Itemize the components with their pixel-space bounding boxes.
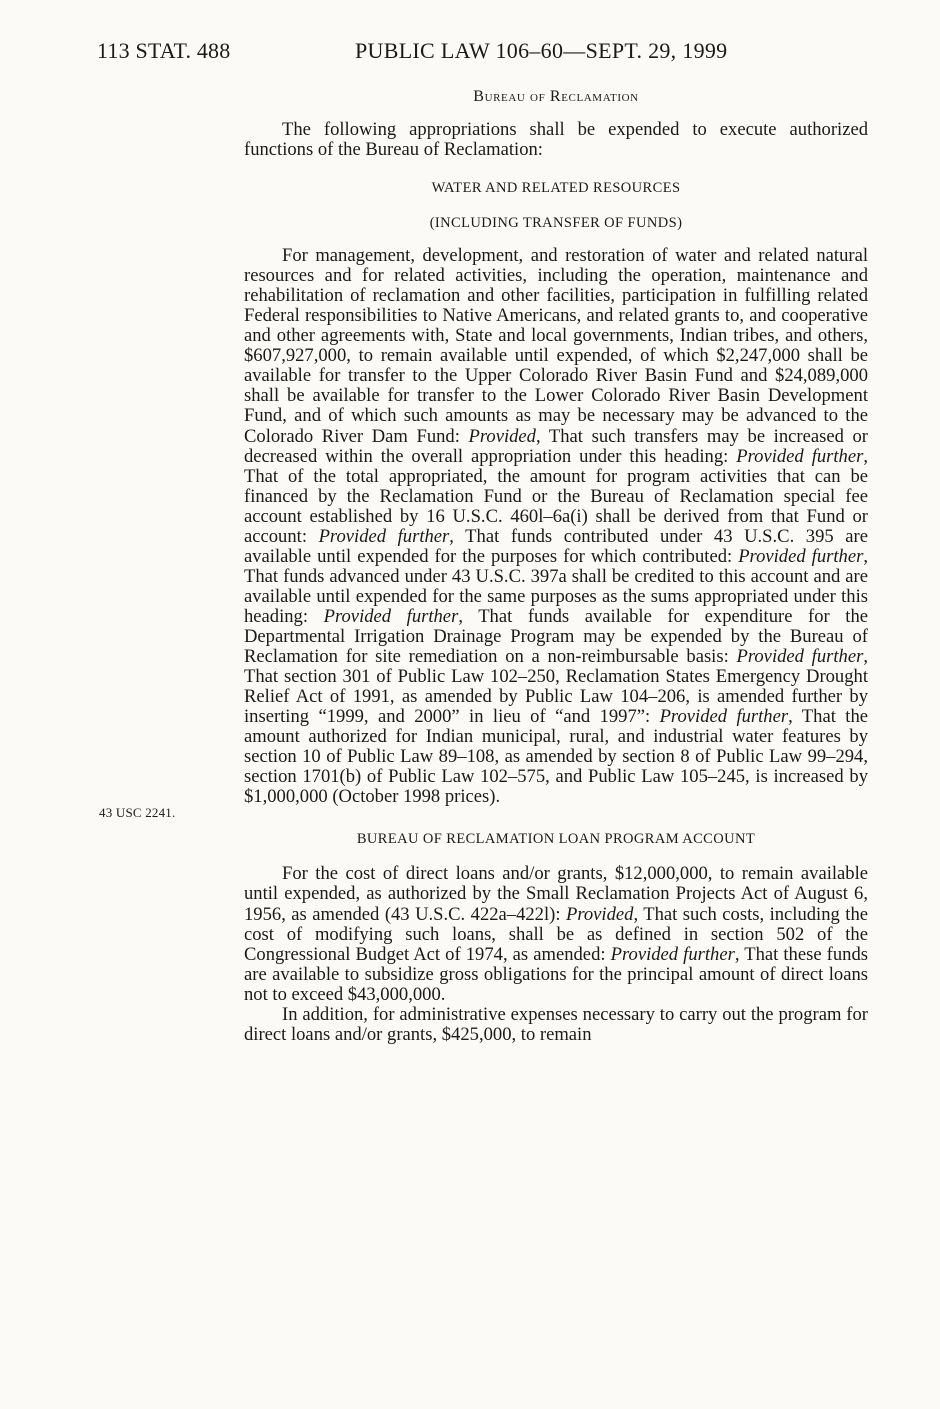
water-text-5: , That funds advanced under 43 U.S.C. 397a shall be credited to this account and are available until expended for the same purposes as the sums appropriated under this heading: (244, 545, 868, 627)
section-title: Bureau of Reclamation (473, 88, 639, 105)
proviso: Provided further (736, 646, 864, 668)
body-column (244, 88, 868, 1045)
page-header (0, 38, 940, 70)
loan-text-3: , That these funds are available to subsidize gross obligations for the principal amount of direct loans not to exceed $43,000,000. (244, 943, 868, 1005)
loan-paragraph (244, 864, 868, 1004)
loan-heading: BUREAU OF RECLAMATION LOAN PROGRAM ACCOUNT (356, 831, 756, 848)
intro-paragraph: The following appropriations shall be expended to execute authorized functions of the Bureau of Reclamation: (244, 119, 868, 161)
water-text-4: , That funds contributed under 43 U.S.C. 395 are available until expended for the purposes for which contributed: (244, 525, 868, 567)
water-heading: WATER AND RELATED RESOURCES (431, 180, 681, 197)
water-text-2: , That such transfers may be increased or decreased within the overall appropriation under this heading: (244, 425, 868, 467)
margin-note: 43 USC 2241. (99, 805, 176, 820)
proviso: Provided further (736, 445, 864, 467)
water-text-6: , That funds available for expenditure for the Departmental Irrigation Drainage Program may be expended by the Bureau of Reclamation for site remediation on a non-reimbursable basis: (244, 605, 868, 668)
proviso: Provided further (323, 605, 459, 627)
water-text-7: , That section 301 of Public Law 102–250, Reclamation States Emergency Drought Relief Act of 1991, as amended by Public Law 104–206, is amended further by inserting “1999, and 2000” in lieu of “and 1997”: (244, 646, 868, 728)
public-law-title: PUBLIC LAW 106–60—SEPT. 29, 1999 (355, 38, 728, 63)
loan-admin-paragraph: In addition, for administrative expenses necessary to carry out the program for direct loans and/or grants, $425,000, to remain (244, 1003, 868, 1045)
water-text-3: , That of the total appropriated, the amount for program activities that can be financed by the Reclamation Fund or the Bureau of Reclamation special fee account established by 16 U.S.C. 460l–6a(i) shall be derived from that Fund or account: (244, 445, 869, 547)
proviso: Provided further (659, 706, 789, 728)
proviso: Provided (565, 903, 634, 925)
proviso: Provided further (738, 545, 864, 567)
water-subheading: (INCLUDING TRANSFER OF FUNDS) (429, 215, 683, 232)
water-paragraph (244, 246, 868, 807)
proviso: Provided further (610, 943, 735, 965)
stat-page-number: 113 STAT. 488 (97, 38, 231, 63)
proviso: Provided further (318, 525, 450, 547)
water-text-8: , That the amount authorized for Indian municipal, rural, and industrial water features by section 10 of Public Law 89–108, as amended by section 8 of Public Law 99–294, section 1701(b) of Public Law 102–575, and Public Law 105–245, is increased by $1,000,000 (October 1998 prices). (244, 706, 868, 808)
water-text-1: For management, development, and restoration of water and related natural resources and for related activities, including the operation, maintenance and rehabilitation of reclamation and other facilities, participation in fulfilling related Federal responsibilities to Native Americans, and related grants to, and cooperative and other agreements with, State and local governments, Indian tribes, and others, $607,927,000, to remain available until expended, of which $2,247,000 shall be available for transfer to the Upper Colorado River Basin Fund and $24,089,000 shall be available for transfer to the Lower Colorado River Basin Development Fund, and of which such amounts as may be necessary may be advanced to the Colorado River Dam Fund: (244, 245, 868, 447)
proviso: Provided (468, 425, 536, 447)
loan-text-1: For the cost of direct loans and/or grants, $12,000,000, to remain available until expended, as authorized by the Small Reclamation Projects Act of August 6, 1956, as amended (43 U.S.C. 422a–422l): (244, 863, 868, 925)
loan-text-2: , That such costs, including the cost of modifying such loans, shall be as defined in section 502 of the Congressional Budget Act of 1974, as amended: (244, 903, 868, 965)
